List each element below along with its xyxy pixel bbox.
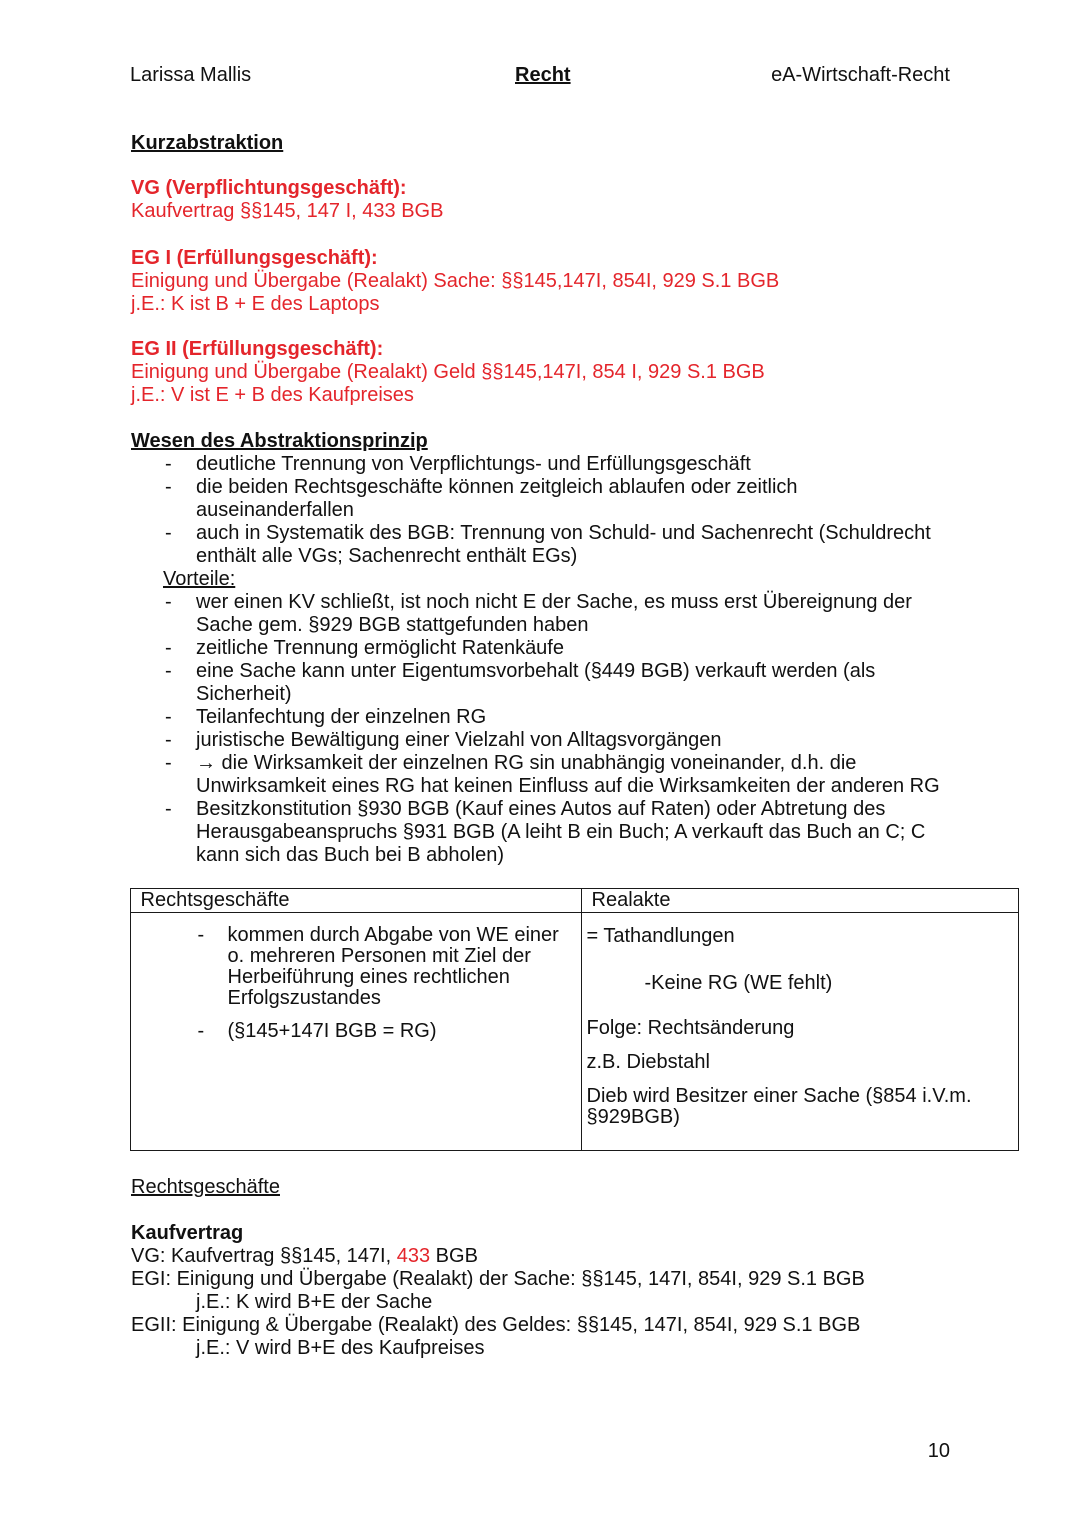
list-item-text: kommen durch Abgabe von WE einer o. mehreren Personen mit Ziel der Herbeiführung eines rechtlichen Erfolgszustandes: [227, 924, 559, 1009]
kaufvertrag-title: Kaufvertrag: [131, 1221, 244, 1244]
list-dash: -: [165, 637, 172, 659]
list-item-text: juristische Bewältigung einer Vielzahl von Alltagsvorgängen: [196, 729, 722, 751]
list-item: [131, 706, 950, 729]
table-column-divider: [581, 889, 583, 1150]
list-dash: -: [197, 1020, 205, 1042]
list-item: [131, 729, 950, 752]
list-dash: -: [165, 798, 172, 820]
vg-text: Kaufvertrag §§145, 147 I, 433 BGB: [131, 199, 444, 222]
list-dash: -: [165, 476, 172, 498]
kaufvertrag-egii-result: j.E.: V wird B+E des Kaufpreises: [196, 1336, 485, 1359]
list-dash: -: [165, 453, 172, 475]
list-item-text: Teilanfechtung der einzelnen RG: [196, 706, 487, 728]
eg2-block: [131, 338, 765, 407]
list-dash: -: [165, 660, 172, 682]
kaufvertrag-vg-text: VG: Kaufvertrag §§145, 147I,: [131, 1244, 397, 1267]
author-name: Larissa Mallis: [130, 64, 252, 86]
kaufvertrag-vg-suffix: BGB: [430, 1244, 478, 1267]
list-item-text: die beiden Rechtsgeschäfte können zeitgleich ablaufen oder zeitlich auseinanderfallen: [196, 476, 798, 521]
eg2-result: j.E.: V ist E + B des Kaufpreises: [131, 383, 414, 406]
section-title-kurzabstraktion: Kurzabstraktion: [131, 131, 284, 154]
list-item: [131, 798, 950, 867]
list-dash: -: [165, 591, 172, 613]
kaufvertrag-egi-line: EGI: Einigung und Übergabe (Realakt) der Sache: §§145, 147I, 854I, 929 S.1 BGB: [131, 1267, 865, 1290]
list-dash: -: [197, 924, 205, 946]
list-item-text: eine Sache kann unter Eigentumsvorbehalt (§449 BGB) verkauft werden (als Sicherheit): [196, 660, 876, 705]
subject-title: Recht: [515, 64, 571, 86]
table-header-rechtsgeschaefte: Rechtsgeschäfte: [140, 889, 290, 911]
list-item-text: zeitliche Trennung ermöglicht Ratenkäufe: [196, 637, 564, 659]
list-item: [131, 637, 950, 660]
realakte-consequence: Folge: Rechtsänderung: [586, 1016, 795, 1039]
list-item-text: Besitzkonstitution §930 BGB (Kauf eines Autos auf Raten) oder Abtretung des Herausgabeanspruchs §931 BGB (A leiht B ein Buch; A verkauft das Buch an C; C kann sich das Buch bei B abholen): [196, 798, 926, 866]
list-item: [131, 453, 950, 476]
rechtsgeschaefte-cell-list: [198, 925, 570, 1054]
list-item-text: → die Wirksamkeit der einzelnen RG sin unabhängig voneinander, d.h. die Unwirksamkeit eines RG hat keinen Einfluss auf die Wirksamkeiten der anderen RG: [196, 752, 940, 797]
list-item: [131, 752, 950, 798]
list-item: [131, 660, 950, 706]
table-header-realakte: Realakte: [591, 889, 671, 911]
list-dash: -: [165, 522, 172, 544]
list-dash: -: [165, 706, 172, 728]
list-item: [198, 1021, 570, 1042]
kaufvertrag-vg-highlight: 433: [396, 1244, 431, 1267]
kaufvertrag-egi-result: j.E.: K wird B+E der Sache: [196, 1290, 433, 1313]
comparison-table: [130, 888, 1019, 1151]
section-title-rechtsgeschaefte: Rechtsgeschäfte: [131, 1175, 280, 1198]
eg2-heading: EG II (Erfüllungsgeschäft):: [131, 337, 384, 360]
kaufvertrag-block: [131, 1222, 865, 1360]
eg1-heading: EG I (Erfüllungsgeschäft):: [131, 246, 378, 269]
wesen-list: [131, 453, 950, 568]
list-dash: -: [165, 752, 172, 774]
eg1-result: j.E.: K ist B + E des Laptops: [131, 292, 380, 315]
kaufvertrag-vg-line: [131, 1245, 865, 1268]
page-number: 10: [927, 1439, 950, 1462]
realakte-definition: = Tathandlungen: [586, 924, 735, 947]
eg1-block: [131, 247, 779, 316]
vg-heading: VG (Verpflichtungsgeschäft):: [131, 176, 407, 199]
vorteile-label-text: Vorteile:: [163, 568, 236, 590]
list-item-text: auch in Systematik des BGB: Trennung von Schuld- und Sachenrecht (Schuldrecht enthält alle VGs; Sachenrecht enthält EGs): [196, 522, 931, 567]
realakte-example: z.B. Diebstahl: [586, 1050, 710, 1073]
list-item-text: deutliche Trennung von Verpflichtungs- und Erfüllungsgeschäft: [196, 453, 751, 475]
realakte-note: -Keine RG (WE fehlt): [644, 971, 833, 994]
kaufvertrag-egii-line: EGII: Einigung & Übergabe (Realakt) des Geldes: §§145, 147I, 854I, 929 S.1 BGB: [131, 1313, 861, 1336]
list-item-text: wer einen KV schließt, ist noch nicht E der Sache, es muss erst Übereignung der Sache gem. §929 BGB stattgefunden haben: [196, 591, 912, 636]
section-title-wesen: Wesen des Abstraktionsprinzip: [131, 430, 428, 452]
list-item: [131, 476, 950, 522]
list-item: [131, 522, 950, 568]
eg1-text: Einigung und Übergabe (Realakt) Sache: §§145,147I, 854I, 929 S.1 BGB: [131, 269, 780, 292]
list-item: [131, 591, 950, 637]
list-item: [198, 925, 570, 1009]
list-item-text: (§145+147I BGB = RG): [227, 1020, 437, 1042]
vorteile-list: [131, 591, 950, 867]
list-dash: -: [165, 729, 172, 751]
table-header-divider: [131, 912, 1018, 914]
realakte-example-detail: Dieb wird Besitzer einer Sache (§854 i.V.m. §929BGB): [586, 1085, 972, 1128]
wesen-section: [131, 430, 950, 867]
eg2-text: Einigung und Übergabe (Realakt) Geld §§145,147I, 854 I, 929 S.1 BGB: [131, 360, 765, 383]
vorteile-label: [131, 568, 950, 591]
course-title: eA-Wirtschaft-Recht: [771, 64, 950, 86]
vg-block: [131, 177, 443, 223]
